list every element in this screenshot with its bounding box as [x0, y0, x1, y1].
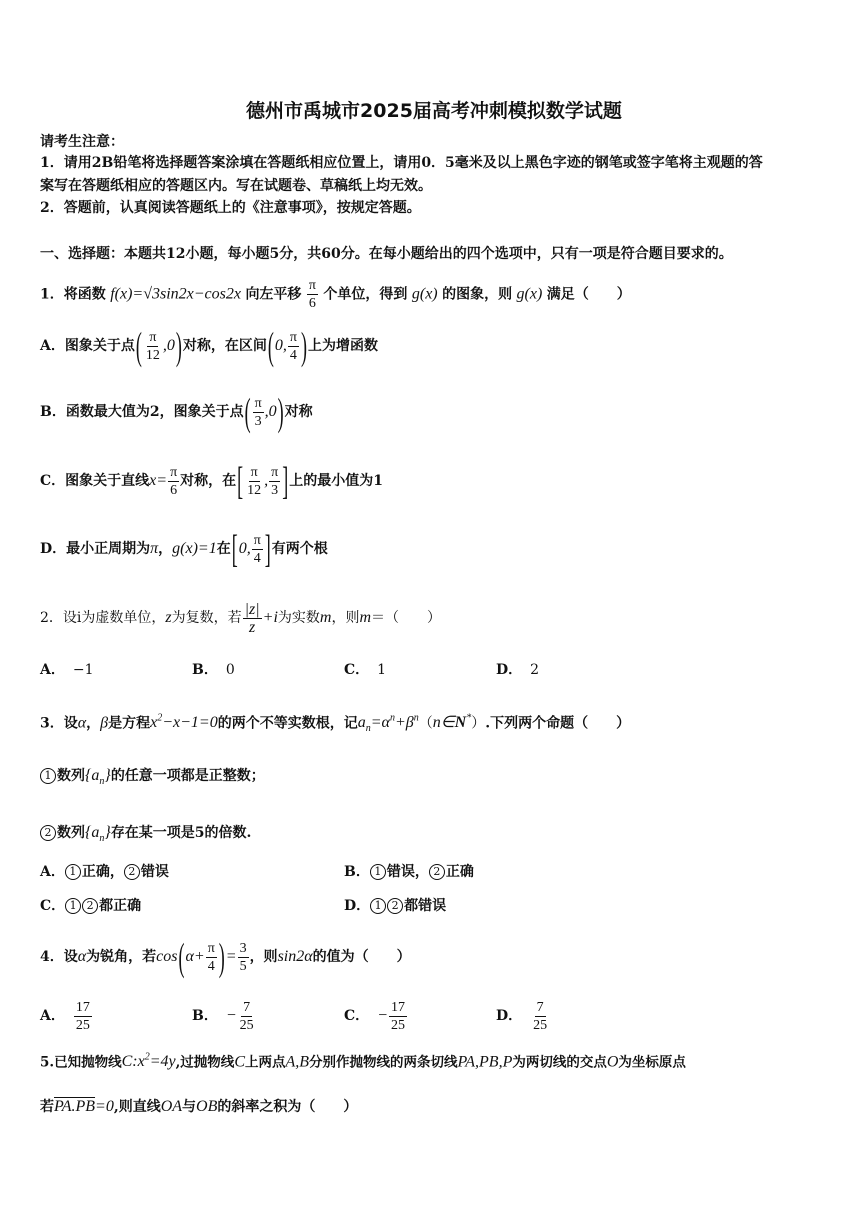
- q5-mid3: 分别作抛物线的两条切线: [309, 1054, 458, 1071]
- notice-heading: 请考生注意：: [40, 134, 124, 150]
- q5-mid2: 上两点: [244, 1054, 286, 1071]
- q5-mid5: 为坐标原点: [618, 1054, 686, 1071]
- q1-d-text3: 在: [216, 541, 231, 557]
- q5-mid: ,过抛物线: [175, 1054, 235, 1071]
- question-2: 2．设i为虚数单位，z为复数，若 $\frac{|z|}{z}$ +i为实数m，则m＝（ ）: [40, 600, 442, 636]
- q1-d-text2: ，: [158, 541, 173, 557]
- q1-d-text4: 有两个根: [271, 541, 328, 557]
- page-title: 德州市禹城市2025届高考冲刺模拟数学试题: [246, 100, 622, 122]
- q1-text-mid3: 的图象，则: [442, 286, 513, 303]
- q3-option-b: B． 1 错误， 2 正确: [344, 864, 474, 880]
- q4-mid2: ，则: [249, 949, 278, 965]
- notice-item-1a: 1．请用2B铅笔将选择题答案涂填在答题纸相应位置上，请用0．5毫米及以上黑色字迹的钢笔或签字笔将主观题的答: [40, 155, 763, 171]
- q1-option-c: C．图象关于直线x= $\frac{\pi}{6}$ 对称，在[ $\frac{\pi}{12}$ , $\frac{\pi}{3}$ ]上的最小值为1: [40, 459, 383, 503]
- q5-line2d: 的斜率之积为（ ）: [217, 1099, 358, 1115]
- q1-a-text: A．图象关于点: [40, 338, 135, 354]
- q3-option-c: C． 1 2 都正确: [40, 898, 142, 914]
- q2-mid2: 为实数: [277, 610, 320, 626]
- q1-gx-2: g(x): [516, 285, 543, 303]
- q2-option-b: B． 0: [192, 662, 235, 678]
- q1-option-d: D．最小正周期为π，g(x)=1在[0, $\frac{\pi}{4}$ ]有两个根: [40, 527, 328, 571]
- q2-mid: 为复数，若: [171, 610, 242, 626]
- q1-b-text: B．函数最大值为2，图象关于点: [40, 404, 244, 420]
- q2-suffix2: ＝（ ）: [371, 610, 442, 626]
- q5-prefix: 5.已知抛物线: [40, 1054, 122, 1071]
- question-5-line2: 若PA.PB=0,则直线OA与OB的斜率之积为（ ）: [40, 1098, 358, 1115]
- q4-option-b: B． − $\frac{7}{25}$: [192, 999, 254, 1033]
- q3-option-a: A． 1 正确， 2 错误: [40, 864, 169, 880]
- q3-mid2: 是方程: [108, 715, 151, 732]
- q3-suffix: .下列两个命题（ ）: [485, 715, 631, 732]
- q1-c-text3: 上的最小值为1: [289, 473, 383, 489]
- q2-suffix: ，则: [331, 610, 360, 626]
- q1-c-text: C．图象关于直线: [40, 473, 150, 489]
- q3-option-d: D． 1 2 都错误: [344, 898, 447, 914]
- q1-text-mid: 向左平移: [245, 286, 302, 303]
- q5-line2a: 若: [40, 1099, 54, 1115]
- q5-line2c: 与: [182, 1099, 197, 1115]
- q1-prefix: 1．将函数: [40, 286, 106, 303]
- q1-option-a: A．图象关于点( $\frac{\pi}{12}$ ,0)对称，在区间(0, $\frac{\pi}{4}$ )上为增函数: [40, 324, 378, 368]
- q5-mid4: 为两切线的交点: [512, 1054, 607, 1071]
- q1-d-text: D．最小正周期为: [40, 541, 151, 557]
- q4-option-c: C． − $\frac{17}{25}$: [344, 999, 405, 1033]
- q4-prefix: 4．设: [40, 949, 78, 965]
- q3-prefix: 3．设: [40, 715, 78, 732]
- notice-item-1b: 案写在答题纸相应的答题区内。写在试题卷、草稿纸上均无效。: [40, 178, 432, 194]
- q2-z: z: [165, 609, 172, 626]
- q1-function: f(x)=√3sin2x−cos2x: [110, 285, 241, 303]
- q3-mid: ，: [86, 715, 101, 732]
- q2-prefix: 2．设i为虚数单位，: [40, 610, 166, 626]
- q2-option-d: D． 2: [496, 662, 540, 678]
- question-1: [40, 277, 631, 311]
- q1-a-text3: 上为增函数: [307, 338, 378, 354]
- q4-suffix: 的值为（ ）: [312, 949, 411, 965]
- question-5: 5.已知抛物线$C:x^2=4y$,过抛物线C上两点A,B分别作抛物线的两条切线PA,PB,P为两切线的交点O为坐标原点: [40, 1052, 686, 1071]
- q1-gx: g(x): [411, 285, 438, 303]
- q2-option-c: C． 1: [344, 662, 387, 678]
- q1-shift-fraction: $\frac{\pi}{6}$: [308, 278, 316, 311]
- q3-proposition-1: 1 数列$\{a_n\}$的任意一项都是正整数；: [40, 764, 265, 788]
- question-4: 4．设α为锐角，若cos(α+ $\frac{\pi}{4}$ )= $\frac{3}{5}$ ，则sin2α的值为（ ）: [40, 935, 411, 979]
- q1-option-b: B．函数最大值为2，图象关于点( $\frac{\pi}{3}$ ,0)对称: [40, 390, 313, 434]
- section-heading: 一、选择题：本题共12小题，每小题5分，共60分。在每小题给出的四个选项中，只有一项是符合题目要求的。: [40, 246, 733, 262]
- q4-mid: 为锐角，若: [86, 949, 157, 965]
- q1-suffix: 满足（ ）: [546, 286, 631, 303]
- q1-a-text2: 对称，在区间: [182, 338, 267, 354]
- q1-c-text2: 对称，在: [180, 473, 237, 489]
- q1-text-mid2: 个单位，得到: [323, 286, 408, 303]
- q3-proposition-2: 2 数列$\{a_n\}$存在某一项是5的倍数.: [40, 821, 251, 845]
- q4-option-a: A． $\frac{17}{25}$: [40, 999, 90, 1033]
- q2-option-a: A． −1: [40, 662, 94, 678]
- q5-line2b: ,则直线: [113, 1099, 161, 1115]
- question-3: 3．设α，β是方程$x^2-x-1=0$的两个不等实数根，记$a_n=\alpha^n+\beta^n(n\in N^*)$.下列两个命题（ ）: [40, 713, 631, 735]
- notice-item-2: 2．答题前，认真阅读答题纸上的《注意事项》，按规定答题。: [40, 200, 421, 216]
- q3-mid3: 的两个不等实数根，记: [217, 715, 358, 732]
- q4-option-d: D． $\frac{7}{25}$: [496, 999, 548, 1033]
- q1-b-text2: 对称: [284, 404, 313, 420]
